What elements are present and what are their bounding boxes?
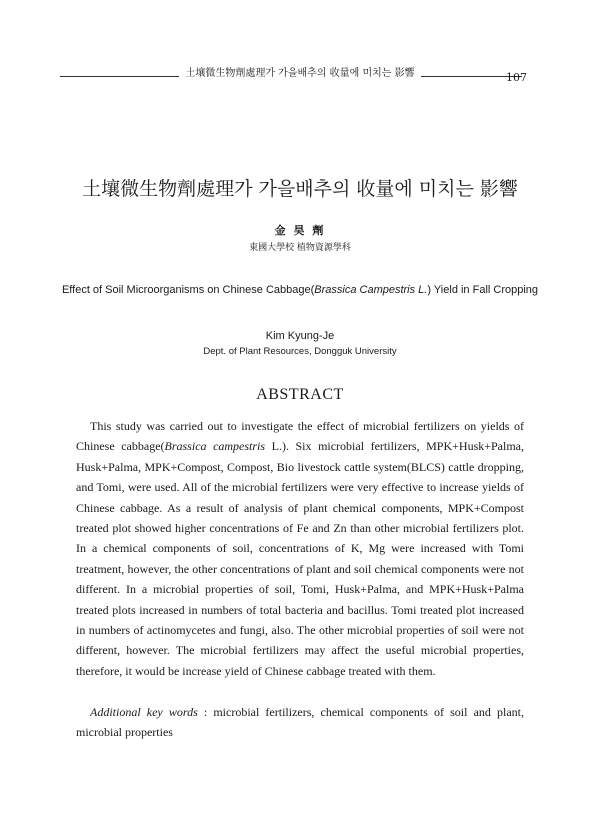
affiliation-english: Dept. of Plant Resources, Dongguk University xyxy=(203,346,397,357)
author-name-english: Kim Kyung-Je xyxy=(265,330,335,342)
keywords-label: Additional key words xyxy=(90,705,198,719)
abstract-heading: ABSTRACT xyxy=(256,386,344,403)
title-en-species: Brassica Campestris L. xyxy=(314,284,428,296)
abstract-body xyxy=(76,416,524,681)
abstract-paragraph xyxy=(76,416,524,681)
running-head-text: 土壤微生物劑處理가 가을배추의 收量에 미치는 影響 xyxy=(179,68,420,79)
title-en-post: ) Yield in Fall Cropping xyxy=(427,284,539,296)
page-number: 107 xyxy=(506,71,527,84)
paper-title-korean: 土壤微生物劑處理가 가을배추의 收量에 미치는 影響 xyxy=(82,178,518,200)
keywords-text: microbial fertilizers, chemical components of soil and plant, microbial properties xyxy=(76,705,524,739)
keywords-separator: : xyxy=(197,705,214,719)
abstract-text-post: L.). Six microbial fertilizers, MPK+Husk+Palma, Husk+Palma, MPK+Compost, Compost, Bio livestock cattle system(BLCS) cattle dropping, and Tomi, were used. All of the microbial fertilizers were very effective to increase yields of Chinese cabbage. As a result of analysis of plant chemical components, MPK+Compost treated plot showed higher concentrations of Fe and Zn than other microbial fertilizers plot. In a chemical components of soil, concentrations of K, Mg were increased with Tomi treatment, however, the other concentrations of plant and soil chemical components were not different. In a microbial properties of soil, Tomi, Husk+Palma, and MPK+Husk+Palma treated plots increased in numbers of total bacteria and bacillus. Tomi treated plot increased in numbers of actinomycetes and fungi, also. The other microbial properties of soil were not different, however. The microbial fertilizers may affect the useful microbial properties, therefore, it would be increase yield of Chinese cabbage treated with them. xyxy=(76,439,525,678)
author-name-korean: 金 昊 劑 xyxy=(274,224,326,237)
abstract-text-pre: This study was carried out to investigate the effect of microbial fertilizers on yields of Chinese cabbage( xyxy=(76,419,524,454)
paper-title-english xyxy=(0,284,600,296)
abstract-species-italic: Brassica campestris xyxy=(164,439,266,454)
title-en-pre: Effect of Soil Microorganisms on Chinese Cabbage( xyxy=(61,284,315,296)
affiliation-korean: 東國大學校 植物資源學科 xyxy=(249,243,351,253)
keywords-section xyxy=(76,702,524,742)
